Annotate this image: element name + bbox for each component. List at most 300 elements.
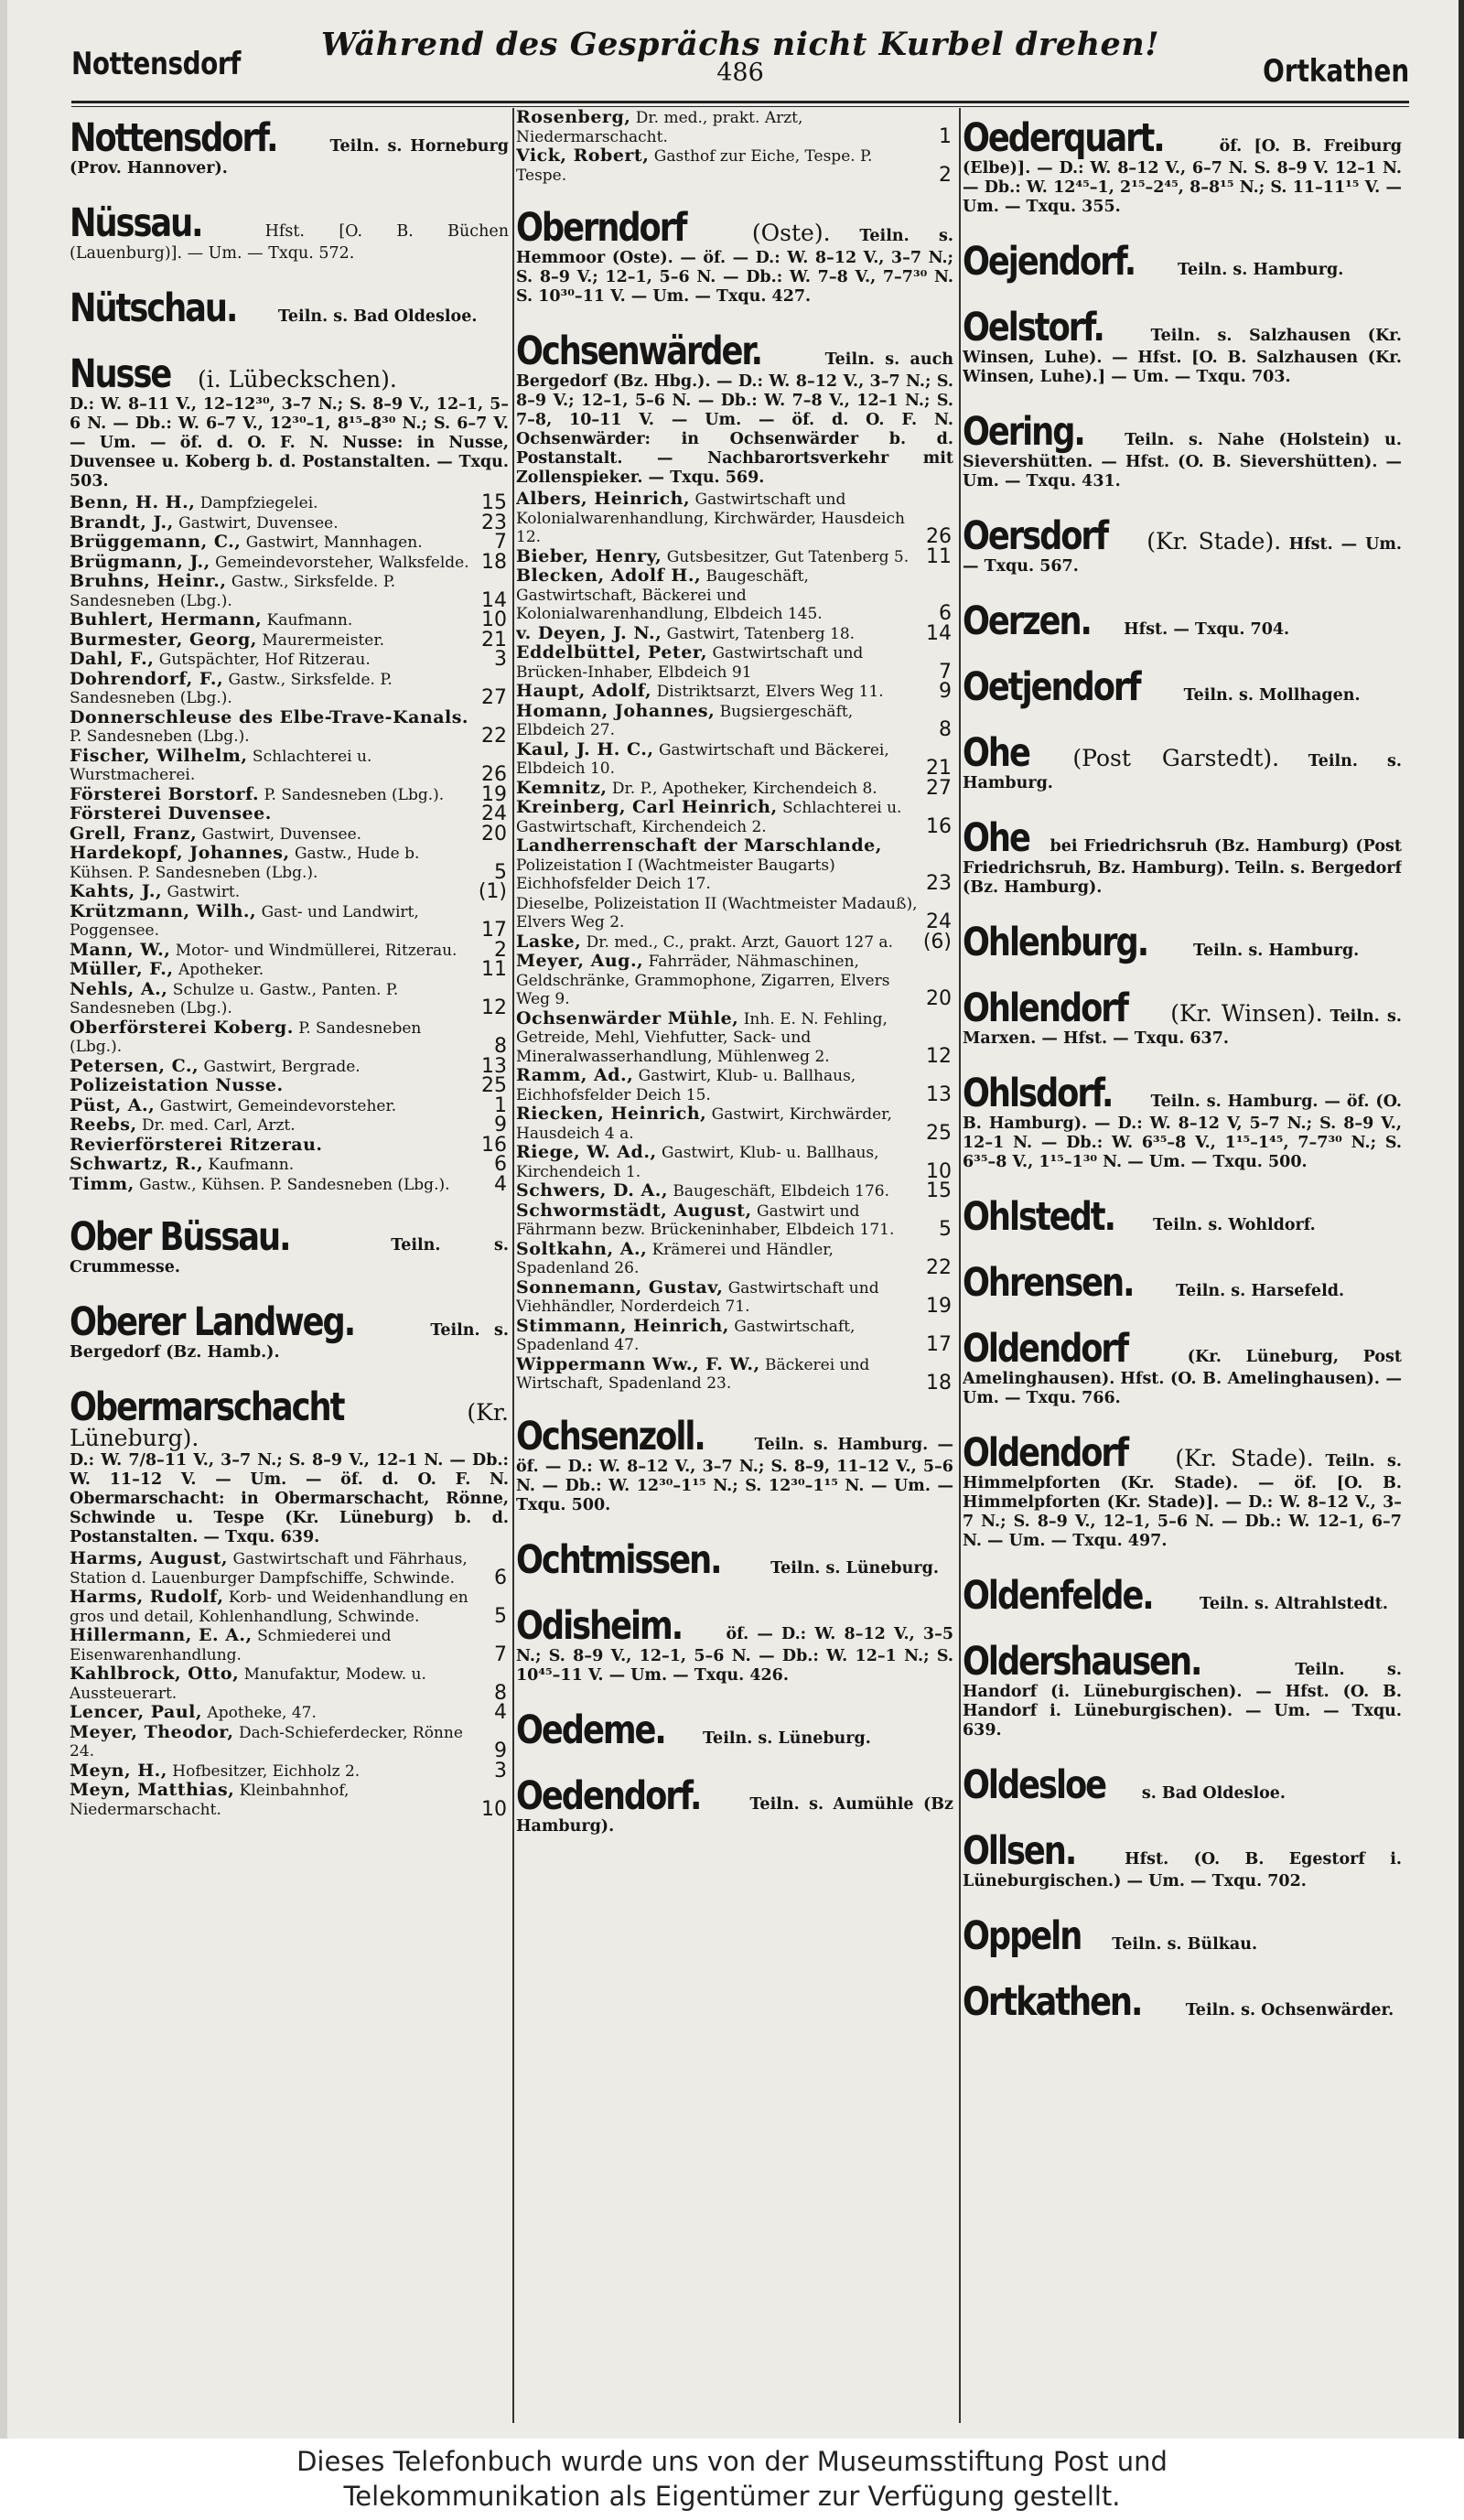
phone-number: 8: [494, 1035, 507, 1058]
phone-number: 8: [494, 1681, 507, 1705]
subscriber-name: Haupt, Adolf,: [516, 681, 652, 701]
phone-number: 18: [926, 1372, 952, 1395]
place-ohe-garstedt: [963, 732, 1402, 793]
place-info: Teiln. s. Mollhagen.: [1183, 686, 1361, 705]
subscriber-entry: [70, 670, 509, 708]
subscriber-entry: [70, 1172, 509, 1196]
subscriber-description: P. Sandesneben (Lbg.).: [70, 1018, 422, 1056]
subscriber-entry: [516, 643, 953, 682]
phone-number: 19: [926, 1295, 952, 1318]
place-ober-buessau: [70, 1216, 509, 1277]
subscriber-entry: [516, 776, 953, 800]
place-name: Nusse: [70, 351, 171, 397]
place-obermarschacht: [70, 1386, 509, 1547]
subscriber-name: Riege, W. Ad.,: [516, 1142, 657, 1162]
subscriber-name: Blecken, Adolf H.,: [516, 565, 702, 586]
phone-number: 15: [481, 491, 507, 514]
place-name: Oldesloe: [963, 1762, 1106, 1808]
phone-number: 20: [926, 987, 952, 1010]
place-ochsenwaerder: [516, 330, 953, 488]
subscriber-entry: [516, 1104, 953, 1143]
subscriber-description: P. Sandesneben (Lbg.).: [70, 727, 250, 746]
place-suffix: (Post Garstedt).: [1072, 745, 1280, 771]
place-info: Teiln. s. Hamburg.: [963, 752, 1402, 792]
subscriber-description: Schmiederei und Eisenwarenhandlung.: [70, 1627, 392, 1664]
phone-number: 21: [481, 628, 507, 652]
subscriber-entry: [516, 1240, 953, 1278]
subscriber-description: Manufaktur, Modew. u. Aussteuerart.: [70, 1665, 426, 1703]
subscriber-description: Kleinbahnhof, Niedermarschacht.: [70, 1782, 350, 1819]
subscriber-entry: [70, 1115, 509, 1136]
subscriber-name: Kaul, J. H. C.,: [516, 738, 654, 759]
phone-number: 10: [926, 1159, 952, 1183]
subscriber-entry: [70, 902, 509, 941]
subscriber-entry: [70, 1155, 509, 1175]
subscriber-entry: [70, 1549, 509, 1588]
header-last-place: Ortkathen: [1262, 53, 1409, 90]
place-name: Oersdorf: [963, 513, 1108, 559]
place-suffix: (Kr. Stade).: [1175, 1445, 1314, 1471]
place-oelstorf: [963, 307, 1402, 387]
place-name: Nüssau.: [70, 200, 202, 246]
place-info: Teiln. s. Bergedorf (Bz. Hamb.).: [70, 1321, 509, 1362]
place-oldendorf-lueneburg: [963, 1328, 1402, 1408]
place-info: Teiln. s. Altrahlstedt.: [1199, 1595, 1388, 1613]
subscriber-description: Dr. P., Apotheker, Kirchendeich 8.: [611, 779, 877, 798]
phone-number: 9: [939, 680, 952, 703]
subscriber-name: Riecken, Heinrich,: [516, 1104, 707, 1124]
subscriber-name: Landherrenschaft der Marschlande,: [516, 835, 882, 856]
place-ohlsdorf: [963, 1072, 1402, 1172]
subscriber-description: Hofbesitzer, Eichholz 2.: [172, 1761, 361, 1781]
subscriber-description: Gemeindevorsteher, Walksfelde.: [215, 553, 469, 572]
phone-number: 4: [494, 1701, 507, 1724]
phone-number: 16: [926, 814, 952, 838]
subscriber-description: Krämerei und Händler, Spadenland 26.: [516, 1240, 834, 1277]
phone-number: 25: [926, 1121, 952, 1145]
place-info: Teiln. s. Hamburg.: [1192, 942, 1360, 960]
column-divider: [512, 108, 514, 2423]
place-name: Oerzen.: [963, 598, 1091, 644]
subscriber-description: Baugeschäft, Gastwirtschaft, Bäckerei und Kolonialwarenhandlung, Elbdeich 145.: [516, 567, 823, 623]
subscriber-name: Homann, Johannes,: [516, 700, 716, 721]
place-name: Ohlenburg.: [963, 920, 1148, 965]
phone-number: 6: [939, 602, 952, 625]
place-ohlendorf: [963, 987, 1402, 1049]
place-info: Teiln. s. Lüneburg.: [703, 1728, 871, 1748]
subscriber-description: Gastwirtschaft und Fährhaus, Station d. Lauenburger Dampfschiffe, Schwinde.: [70, 1550, 468, 1588]
subscriber-description: Baugeschäft, Elbdeich 176.: [673, 1182, 890, 1201]
subscriber-entry: [70, 1588, 509, 1626]
phone-number: 17: [926, 1333, 952, 1356]
subscriber-description: Dach-Schieferdecker, Rönne 24.: [70, 1723, 463, 1761]
phone-number: 10: [481, 608, 507, 631]
subscriber-entry: [516, 566, 953, 624]
subscriber-entry: [516, 894, 953, 932]
subscriber-name: Timm,: [70, 1173, 135, 1194]
subscriber-entry: [70, 960, 509, 980]
place-oederquart: [963, 117, 1402, 217]
subscriber-entry: [516, 952, 953, 1009]
subscriber-description: Gastwirtschaft und Kolonialwarenhandlung, Kirchwärder, Hausdeich 12.: [516, 490, 905, 546]
subscriber-entry: [70, 493, 509, 513]
place-info: Teiln. s. Ochsenwärder.: [1185, 2001, 1394, 2019]
place-name: Oberer Landweg.: [70, 1299, 355, 1345]
place-name: Ohlstedt.: [963, 1194, 1114, 1240]
place-suffix: (Kr. Winsen).: [1170, 1000, 1323, 1027]
place-info: Hfst. — Txqu. 704.: [1124, 620, 1290, 639]
subscriber-name: Dohrendorf, F.,: [70, 668, 224, 689]
phone-number: 11: [481, 958, 507, 981]
subscriber-description: Schlachterei u. Wurstmacherei.: [70, 747, 372, 784]
subscriber-entry: [70, 533, 509, 553]
subscriber-name: Wippermann Ww., F. W.,: [516, 1353, 760, 1374]
subscriber-name: Harms, Rudolf,: [70, 1587, 224, 1607]
place-oldenfelde: [963, 1575, 1402, 1617]
place-nottensdorf: [70, 117, 509, 178]
subscriber-description: Schulze u. Gastw., Panten. P. Sandesneben (Lbg.).: [70, 980, 399, 1018]
phone-number: 24: [926, 910, 952, 933]
subscriber-description: Distriktsarzt, Elvers Weg 11.: [656, 683, 884, 701]
place-name: Oedeme.: [516, 1707, 665, 1753]
place-odisheim: [516, 1602, 953, 1685]
place-name: Ochsenzoll.: [516, 1413, 705, 1459]
place-oering: [963, 411, 1402, 491]
place-info: Teiln. s. Hemmoor (Oste). — öf. — D.: W. 8–12 V., 3–7 N.; S. 8–9 V.; 12–1, 5–6 N. — Db.: W. 7–8 V., 7–7³⁰ N. S. 10³⁰–11 V. — Um. — Txqu. 427.: [516, 227, 953, 306]
phone-number: 19: [481, 782, 507, 806]
subscriber-name: Brandt, J.,: [70, 512, 174, 533]
place-oersdorf: [963, 515, 1402, 576]
place-info: Teiln. s. Bülkau.: [1112, 1935, 1258, 1954]
subscriber-name: Rosenberg,: [516, 108, 631, 127]
subscriber-description: Kaufmann.: [208, 1156, 295, 1174]
place-name: Oldendorf: [963, 1430, 1128, 1476]
phone-number: 14: [481, 588, 507, 612]
subscriber-name: Grell, Franz,: [70, 823, 198, 844]
place-name: Oldendorf: [963, 1326, 1128, 1372]
subscriber-description: Gastw., Hude b. Kühsen. P. Sandesneben (Lbg.).: [70, 845, 420, 882]
phone-number: 13: [926, 1082, 952, 1106]
notice-line-2: Telekommunikation als Eigentümer zur Verfügung gestellt.: [343, 2481, 1121, 2512]
subscriber-name: Meyn, H.,: [70, 1760, 167, 1781]
place-oedeme: [516, 1709, 953, 1751]
subscriber-description: Gast- und Landwirt, Poggensee.: [70, 902, 419, 940]
phone-number: 7: [494, 531, 507, 554]
subscriber-description: Gastw., Kühsen. P. Sandesneben (Lbg.).: [139, 1175, 450, 1194]
subscriber-entry: [70, 572, 509, 610]
subscriber-description: Gastwirt, Bergrade.: [203, 1057, 361, 1076]
place-info: Teiln. s. Nahe (Holstein) u. Sievershütten. — Hfst. (O. B. Sievershütten). — Um. — Txqu. 431.: [963, 431, 1402, 490]
phone-number: 25: [481, 1074, 507, 1097]
subscriber-entry: [70, 550, 509, 574]
phone-number: 3: [494, 1759, 507, 1782]
phone-number: 24: [481, 802, 507, 825]
subscriber-name: Buhlert, Hermann,: [70, 609, 263, 630]
subscriber-name: Brügmann, J.,: [70, 551, 210, 572]
subscriber-description: Gastwirt, Tatenberg 18.: [666, 624, 856, 643]
subscriber-description: Gastwirt, Klub- u. Ballhaus, Kirchendeich 1.: [516, 1144, 879, 1181]
subscriber-name: Schwers, D. A.,: [516, 1180, 668, 1201]
phone-number: 22: [926, 1256, 952, 1279]
subscriber-description: Gastwirt und Fährmann bezw. Brückeninhaber, Elbdeich 171.: [516, 1201, 895, 1239]
subscriber-name: Försterei Borstorf.: [70, 783, 260, 804]
subscriber-description: Dr. med., C., prakt. Arzt, Gauort 127 a.: [586, 932, 893, 952]
header-notice: Während des Gesprächs nicht Kurbel drehen!: [320, 26, 1160, 63]
place-oetjendorf: [963, 666, 1402, 708]
subscriber-entry: [516, 1143, 953, 1181]
subscriber-name: Oberförsterei Koberg.: [70, 1017, 294, 1038]
place-info: Hfst. (O. B. Egestorf i. Lüneburgischen.) — Um. — Txqu. 702.: [963, 1850, 1402, 1890]
subscriber-name: Sonnemann, Gustav,: [516, 1276, 724, 1298]
subscriber-name: Bruhns, Heinr.,: [70, 571, 227, 591]
place-name: Ochsenwärder.: [516, 328, 761, 374]
subscriber-description: Dieselbe, Polizeistation II (Wachtmeister Madauß), Elvers Weg 2.: [516, 894, 918, 932]
subscriber-description: Gastw., Sirksfelde. P. Sandesneben (Lbg.).: [70, 670, 393, 707]
subscriber-entry: [516, 740, 953, 779]
subscriber-name: Mann, W.,: [70, 939, 171, 960]
place-ortkathen: [963, 1981, 1402, 2023]
subscriber-entry: [70, 1076, 509, 1096]
subscriber-entry: [516, 1181, 953, 1201]
page-number: 486: [716, 59, 764, 87]
subscriber-name: Albers, Heinrich,: [516, 489, 691, 509]
subscriber-entry: [70, 938, 509, 962]
subscriber-name: Burmester, Georg,: [70, 629, 257, 650]
subscriber-description: Gastwirt, Gemeindevorsteher.: [159, 1096, 397, 1115]
subscriber-entry: [70, 1626, 509, 1664]
place-info: öf. — D.: W. 8–12 V., 3–5 N.; S. 8–9 V., 12–1, 5–6 N. — Db.: W. 12–1 N.; S. 10⁴⁵–11 V. — Um. — Txqu. 426.: [516, 1624, 953, 1685]
place-info: Hfst. — Um. — Txqu. 567.: [963, 535, 1402, 576]
subscriber-name: Schwormstädt, August,: [516, 1200, 752, 1221]
subscriber-description: Dr. med., prakt. Arzt, Niedermarschacht.: [516, 109, 803, 146]
phone-number: 17: [481, 919, 507, 942]
place-oldendorf-stade: [963, 1432, 1402, 1551]
subscriber-description: Apotheke, 47.: [207, 1704, 317, 1722]
place-info: Teiln. s. Crummesse.: [70, 1236, 509, 1276]
obermarschacht-subscribers: [70, 1549, 509, 1819]
subscriber-entry: [70, 650, 509, 670]
phone-number: 7: [939, 660, 952, 684]
subscriber-description: Fahrräder, Nähmaschinen, Geldschränke, Grammophone, Zigarren, Elvers Weg 9.: [516, 953, 890, 1008]
subscriber-description: Kaufmann.: [266, 611, 353, 630]
ownership-notice: [0, 2439, 1464, 2520]
place-name: Oederquart.: [963, 115, 1164, 161]
place-info: D.: W. 8–11 V., 12–12³⁰, 3–7 N.; S. 8–9 V., 12–1, 5–6 N. — Db.: W. 6–7 V., 12³⁰–1, 8¹⁵–8³⁰ N.; S. 6–7 V. — Um. — öf. d. O. F. N. Nusse: in Nusse, Duvensee u. Koberg b. d. Postanstalten. — Txqu. 503.: [70, 395, 509, 490]
subscriber-entry: [70, 610, 509, 630]
phone-number: 5: [494, 860, 507, 884]
phone-number: 13: [481, 1054, 507, 1078]
place-info: Teiln. s. Hamburg.: [1178, 261, 1344, 279]
place-oldesloe: [963, 1764, 1402, 1806]
subscriber-name: Hardekopf, Johannes,: [70, 843, 290, 863]
subscriber-name: Harms, August,: [70, 1548, 229, 1568]
subscriber-name: Polizeistation Nusse.: [70, 1075, 284, 1095]
subscriber-description: Gastwirt, Mannhagen.: [245, 533, 423, 552]
subscriber-entry: [70, 824, 509, 845]
place-name: Ohe: [963, 815, 1029, 861]
subscriber-entry: [516, 146, 953, 185]
column-2: [516, 108, 953, 2423]
subscriber-name: Revierförsterei Ritzerau.: [70, 1134, 323, 1155]
subscriber-entry: [516, 1201, 953, 1240]
subscriber-description: P. Sandesneben (Lbg.).: [264, 785, 445, 804]
place-name: Ohlendorf: [963, 985, 1127, 1031]
subscriber-entry: [70, 1781, 509, 1819]
place-name: Oejendorf.: [963, 239, 1136, 285]
place-name: Oetjendorf: [963, 664, 1140, 710]
subscriber-name: Försterei Duvensee.: [70, 803, 272, 824]
header-rule: [71, 101, 1409, 107]
phone-number: 12: [481, 996, 507, 1019]
subscriber-entry: [516, 932, 953, 953]
subscriber-name: Bieber, Henry,: [516, 545, 662, 566]
subscriber-description: Gastwirt.: [167, 883, 241, 901]
subscriber-entry: [516, 836, 953, 894]
place-oldershausen: [963, 1641, 1402, 1740]
place-ollsen: [963, 1830, 1402, 1891]
subscriber-description: Gastwirt, Klub- u. Ballhaus, Eichhofsfelder Deich 15.: [516, 1067, 856, 1104]
subscriber-name: Meyn, Matthias,: [70, 1780, 235, 1800]
place-name: Ollsen.: [963, 1828, 1076, 1874]
place-info: Teiln. s. Himmelpforten (Kr. Stade). — öf. [O. B. Himmelpforten (Kr. Stade)]. — D.: W. 8–12 V., 3–7 N.; S. 8–9 V., 12–1, 5–6 N. — Db.: W. 12–1, 6–7 N. — Um. — Txqu. 497.: [963, 1452, 1402, 1550]
subscriber-name: Reebs,: [70, 1115, 137, 1135]
subscriber-name: Nehls, A.,: [70, 978, 168, 999]
place-info: Teiln. s. Bad Oldesloe.: [277, 307, 478, 326]
place-info: Teiln. s. Aumühle (Bz Hamburg).: [516, 1794, 953, 1836]
phone-number: 18: [481, 550, 507, 574]
subscriber-entry: [70, 513, 509, 533]
place-name: Oberndorf: [516, 205, 686, 251]
phone-number: 27: [926, 776, 952, 800]
place-suffix: (Kr. Lüneburg, Post Amelinghausen).: [963, 1348, 1402, 1388]
subscriber-entry: [70, 844, 509, 882]
place-info: s. Bad Oldesloe.: [1141, 1784, 1286, 1803]
place-suffix: (Kr. Stade).: [1146, 528, 1282, 555]
place-suffix: (Oste).: [751, 220, 831, 246]
place-ochsenzoll: [516, 1413, 953, 1515]
phone-number: (1): [478, 880, 507, 903]
subscriber-description: Gastwirt, Kirchwärder, Hausdeich 4 a.: [516, 1105, 892, 1143]
place-name: Ortkathen.: [963, 1979, 1142, 2025]
subscriber-name: Meyer, Theodor,: [70, 1721, 234, 1742]
place-info: Teiln. s. Bergedorf (Bz. Hamburg).: [963, 859, 1402, 897]
place-info: Teiln. s. Salzhausen (Kr. Winsen, Luhe). — Hfst. [O. B. Salzhausen (Kr. Winsen, Luhe).] — Um. — Txqu. 703.: [963, 327, 1402, 386]
phone-number: 2: [939, 163, 952, 187]
place-oppeln: [963, 1915, 1402, 1957]
phone-number: 4: [494, 1172, 507, 1196]
subscriber-name: Ochsenwärder Mühle,: [516, 1007, 739, 1028]
subscriber-description: Gastwirt, Duvensee.: [201, 824, 362, 844]
phone-number: 6: [494, 1153, 507, 1176]
subscriber-name: Benn, H. H.,: [70, 492, 196, 512]
subscriber-entry: [70, 1703, 509, 1723]
subscriber-description: Gasthof zur Eiche, Tespe. P. Tespe.: [516, 147, 873, 185]
subscriber-entry: [70, 1761, 509, 1782]
place-info: Teiln. s. Hamburg. — öf. (O. B. Hamburg). — D.: W. 8–12 V, 5–7 N.; S. 8–9 V., 12–1 N. — Db.: W. 6³⁵–8 V., 1¹⁵–1⁴⁵, 7–7³⁰ N.; S. 6³⁵–8 V., 1¹⁵–1³⁰ N. — Um. — Txqu. 500.: [963, 1093, 1402, 1171]
subscriber-description: Gastw., Sirksfelde. P. Sandesneben (Lbg.).: [70, 573, 396, 610]
subscriber-name: Kahts, J.,: [70, 881, 163, 901]
subscriber-entry: [516, 490, 953, 547]
subscriber-entry: [516, 1278, 953, 1317]
phone-number: 9: [494, 1739, 507, 1762]
place-ochtmissen: [516, 1536, 953, 1583]
subscriber-entry: [516, 1009, 953, 1067]
page-header: [71, 26, 1409, 99]
header-first-place: Nottensdorf: [71, 46, 241, 82]
subscriber-name: Stimmann, Heinrich,: [516, 1315, 729, 1336]
subscriber-description: Schlachterei u. Gastwirtschaft, Kirchendeich 2.: [516, 799, 902, 836]
subscriber-name: Schwartz, R.,: [70, 1154, 204, 1174]
subscriber-entry: [70, 1018, 509, 1057]
subscriber-entry: [70, 1054, 509, 1078]
subscriber-entry: [516, 1355, 953, 1394]
subscriber-description: Bäckerei und Wirtschaft, Spadenland 23.: [516, 1355, 870, 1393]
phone-number: 7: [494, 1642, 507, 1666]
subscriber-entry: [516, 108, 953, 146]
subscriber-description: Apotheker.: [178, 961, 264, 979]
subscriber-description: Bugsiergeschäft, Elbdeich 27.: [516, 702, 854, 739]
place-info: Teiln. s. Harsefeld.: [1175, 1282, 1345, 1300]
subscriber-entry: [516, 798, 953, 836]
subscriber-entry: [516, 682, 953, 702]
subscriber-description: Dr. med. Carl, Arzt.: [141, 1116, 296, 1135]
subscriber-description: Gastwirtschaft, Spadenland 47.: [516, 1317, 856, 1354]
place-info: Teiln. s. Marxen. — Hfst. — Txqu. 637.: [963, 1007, 1402, 1048]
phone-number: 8: [939, 718, 952, 741]
place-info: Hfst. (O. B. Amelinghausen). — Um. — Txqu. 766.: [963, 1370, 1402, 1407]
subscriber-entry: [70, 1664, 509, 1703]
obermarschacht-subscribers-continued: [516, 108, 953, 185]
phone-number: 16: [481, 1133, 507, 1157]
subscriber-name: Müller, F.,: [70, 959, 174, 979]
subscriber-description: Gastwirt, Duvensee.: [178, 513, 339, 533]
place-info: Teiln. s. Hamburg. — öf. — D.: W. 8–12 V., 3–7 N.; S. 8–9, 11–12 V., 5–6 N. — Db.: W. 12³⁰–1¹⁵ N.; S. 12³⁰–1¹⁵ N. — Um. — Txqu. 500.: [516, 1435, 953, 1514]
nusse-subscribers: [70, 493, 509, 1194]
subscriber-description: Gastwirtschaft und Bäckerei, Elbdeich 10.: [516, 740, 889, 778]
subscriber-entry: [70, 747, 509, 785]
subscriber-entry: [516, 544, 953, 568]
phone-number: 26: [481, 763, 507, 786]
place-info: öf. [O. B. Freiburg (Elbe)]. — D.: W. 8–12 V., 6–7 N. S. 8–9 V. 12–1 N. — Db.: W. 12⁴⁵–1, 2¹⁵–2⁴⁵, 8–8¹⁵ N.; S. 11–11¹⁵ V. — Um. — Txqu. 355.: [963, 137, 1402, 216]
place-info: Teiln. s. Wohldorf.: [1152, 1216, 1316, 1234]
place-name: Oelstorf.: [963, 305, 1103, 350]
phone-number: 15: [926, 1179, 952, 1202]
phone-number: 23: [481, 511, 507, 534]
subscriber-description: Korb- und Weidenhandlung en gros und detail, Kohlenhandlung, Schwinde.: [70, 1588, 468, 1626]
place-name: Ohlsdorf.: [963, 1071, 1113, 1116]
subscriber-entry: [516, 1066, 953, 1104]
subscriber-name: Dahl, F.,: [70, 649, 155, 669]
phone-number: 1: [939, 124, 952, 148]
place-ohrensen: [963, 1262, 1402, 1304]
place-info: D.: W. 7/8–11 V., 3–7 N.; S. 8–9 V., 12–1 N. — Db.: W. 11–12 V. — Um. — öf. d. O. F. N. Obermarschacht: in Obermarschacht, Rönne, Schwinde u. Tespe (Kr. Lüneburg) b. d. Postanstalten. — Txqu. 639.: [70, 1451, 509, 1546]
place-oberer-landweg: [70, 1301, 509, 1362]
phone-number: 12: [926, 1044, 952, 1068]
subscriber-name: Meyer, Aug.,: [516, 951, 644, 971]
phone-number: 22: [481, 725, 507, 748]
subscriber-entry: [70, 1133, 509, 1157]
subscriber-entry: [70, 630, 509, 651]
phone-number: 2: [494, 938, 507, 962]
subscriber-description: Dampfziegelei.: [199, 494, 318, 512]
phone-number: 5: [939, 1218, 952, 1241]
subscriber-name: Kahlbrock, Otto,: [70, 1664, 240, 1684]
column-1: [70, 108, 509, 2423]
subscriber-name: Petersen, C.,: [70, 1055, 199, 1076]
subscriber-description: Inh. E. N. Fehling, Getreide, Mehl, Viehfutter, Sack- und Mineralwasserhandlung, Mühlenweg 2.: [516, 1009, 888, 1066]
phone-number: 26: [926, 525, 952, 548]
place-suffix: (Kr. Lüneburg).: [70, 1399, 509, 1451]
